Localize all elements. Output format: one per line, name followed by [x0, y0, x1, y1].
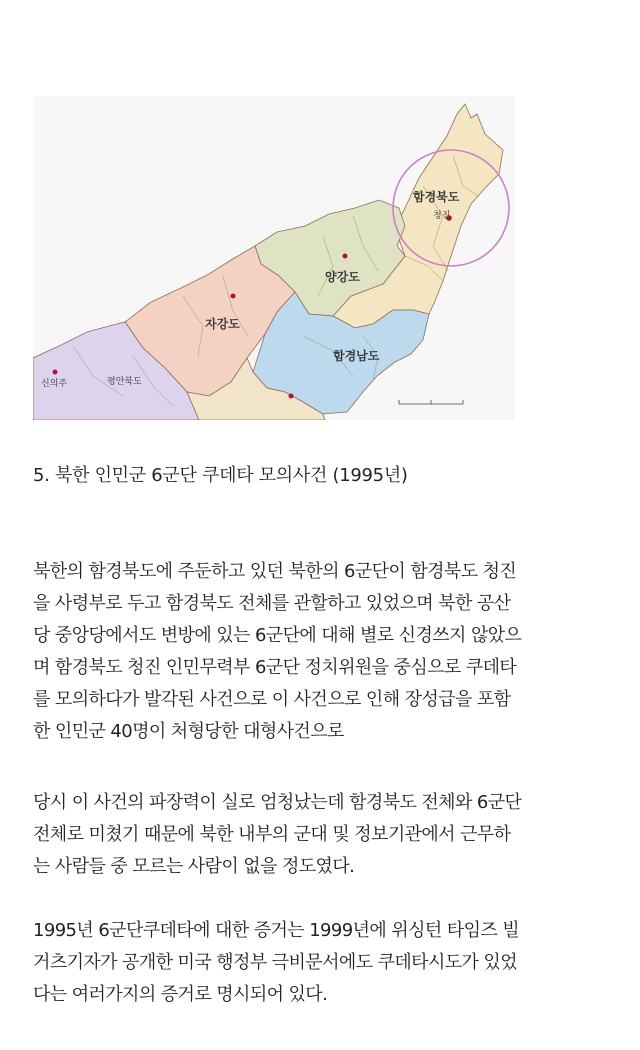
label-jagang: 자강도 — [205, 317, 240, 331]
paragraph-line: 다는 여러가지의 증거로 명시되어 있다. — [33, 984, 328, 1005]
paragraph-line: 한 인민군 40명이 처형당한 대형사건으로 — [33, 721, 344, 742]
paragraph-line: 당 중앙당에서도 변방에 있는 6군단에 대해 별로 신경쓰지 않았으 — [33, 625, 522, 646]
paragraph-2 — [33, 787, 613, 883]
paragraph-line: 를 모의하다가 발각된 사건으로 이 사건으로 인해 장성급을 포함 — [33, 689, 511, 710]
ganggye-marker — [231, 294, 236, 299]
paragraph-line: 며 함경북도 청진 인민무력부 6군단 정치위원을 중심으로 쿠데타 — [33, 657, 517, 678]
section-heading: 5. 북한 인민군 6군단 쿠데타 모의사건 (1995년) — [33, 465, 408, 486]
label-yanggang: 양강도 — [325, 270, 360, 284]
label-cheongjin: 청진 — [433, 211, 451, 221]
label-sinuiju: 신의주 — [41, 379, 68, 389]
sinuiju-marker — [53, 370, 58, 375]
paragraph-line: 북한의 함경북도에 주둔하고 있던 북한의 6군단이 함경북도 청진 — [33, 561, 517, 582]
hamhung-marker — [289, 394, 294, 399]
paragraph-line: 전체로 미쳤기 때문에 북한 내부의 군대 및 정보기관에서 근무하 — [33, 824, 511, 845]
paragraph-3 — [33, 915, 613, 1011]
paragraph-line: 당시 이 사건의 파장력이 실로 엄청났는데 함경북도 전체와 6군단 — [33, 792, 522, 813]
paragraph-line: 는 사람들 중 모르는 사람이 없을 정도였다. — [33, 856, 355, 877]
paragraph-line: 을 사령부로 두고 함경북도 전체를 관할하고 있었으며 북한 공산 — [33, 593, 511, 614]
map-svg — [33, 96, 515, 420]
paragraph-line: 거츠기자가 공개한 미국 행정부 극비문서에도 쿠데타시도가 있었 — [33, 952, 518, 973]
label-pyeonganbuk: 평안북도 — [107, 377, 142, 387]
hyesan-marker — [343, 254, 348, 259]
label-hamgyeongnam: 함경남도 — [333, 349, 380, 363]
paragraph-line: 1995년 6군단쿠데타에 대한 증거는 1999년에 위싱턴 타임즈 빌 — [33, 920, 520, 941]
paragraph-1 — [33, 556, 613, 748]
label-hamgyeongbuk: 함경북도 — [413, 190, 460, 204]
north-korea-map — [33, 96, 515, 420]
